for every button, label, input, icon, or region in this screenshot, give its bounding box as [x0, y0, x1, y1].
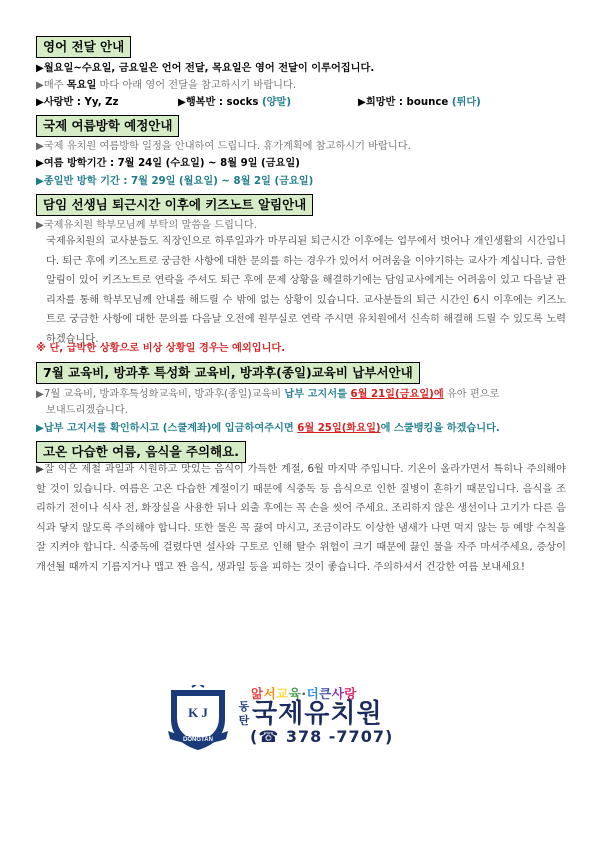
kidsnote-exception-note: ※ 단, 급박한 상황으로 비상 상황일 경우는 예외입니다. [36, 343, 286, 354]
ribbon-text: DONGTAN [183, 737, 213, 743]
kidsnote-intro-line: ▶국제유치원 학부모님께 부탁의 말씀을 드립니다. [36, 220, 257, 231]
section-header-english: 영어 전달 안내 [36, 36, 131, 58]
section-header-kidsnote: 담임 선생님 퇴근시간 이후에 키즈노트 알림안내 [36, 194, 313, 216]
kindergarten-name: 국제유치원 [252, 699, 383, 729]
class-hope-word: ▶희망반 : bounce (튀다) [358, 97, 481, 108]
motto-char: 육 [288, 686, 302, 701]
vacation-intro-line: ▶국제 유치원 여름방학 일정을 안내하여 드립니다. 휴가계획에 참고하시기 바랍니다. [36, 141, 411, 152]
motto-char: 사 [331, 686, 345, 701]
allday-vacation-line: ▶종일반 방학 기간 : 7월 29일 (월요일) ~ 8월 2일 (금요일) [36, 176, 314, 187]
motto-char: 교 [276, 686, 289, 701]
tuition-line-1: ▶7월 교육비, 방과후특성화교육비, 방과후(종일)교육비 납부 고지서를 6월 21일(금요일)에 유아 편으로 [36, 389, 500, 400]
english-note-line: ▶매주 목요일 마다 아래 영어 전달을 참고하시기 바랍니다. [36, 80, 297, 91]
kindergarten-logo [166, 685, 230, 753]
tuition-payment-line: ▶납부 고지서를 확인하시고 (스쿨계좌)에 입금하여주시면 6월 25일(화요일)에 스쿨뱅킹을 하겠습니다. [36, 423, 500, 434]
section-header-food-safety: 고온 다습한 여름, 음식을 주의해요. [36, 441, 246, 463]
tuition-line-2: 보내드리겠습니다. [46, 405, 128, 416]
motto-char: 랑 [344, 686, 357, 701]
motto-char: 앎 [251, 686, 264, 701]
vacation-period-line: ▶여름 방학기간 : 7월 24일 (수요일) ~ 8월 9일 (금요일) [36, 158, 300, 169]
kidsnote-paragraph: 국제유치원의 교사분들도 직장인으로 하루일과가 마무리된 퇴근시간 이후에는 업무에서 벗어나 개인생활의 시간입니다. 퇴근 후에 키즈노트로 궁금한 사항에 대한 문의를 하는 경우가 있어서 어려움을 이야기하는 교사가 계십니다. 급한 알림이 있어 키즈노트로 연락을 주셔도 퇴근 후에 문제 상황을 해결하기에는 담임교사에게는 어려움이 있고 다음날 관리자를 통해 학부모님께 안내를 해드릴 수 밖에 없는 상황이 있습니다. 교사분들의 퇴근 시간인 6시 이후에는 키즈노트로 궁금한 사항에 대한 문의를 다음날 오전에 원무실로 연락 주시면 유치원에서 신속히 해결해 드릴 수 있도록 노력하겠습니다. [46, 236, 566, 345]
section-header-tuition: 7월 교육비, 방과후 특성화 교육비, 방과후(종일)교육비 납부서안내 [36, 362, 420, 384]
motto-char: 더 [306, 686, 320, 701]
section-header-vacation: 국제 여름방학 예정안내 [36, 115, 179, 137]
dongtan-label: 동탄 [238, 700, 250, 727]
motto-char: · [301, 686, 307, 701]
motto-char: 큰 [319, 686, 332, 701]
motto-char: 서 [263, 686, 277, 701]
shield-letters: K J [188, 705, 208, 720]
class-happy-word: ▶행복반 : socks (양말) [178, 97, 292, 108]
food-safety-paragraph: ▶잘 익은 제철 과일과 시원하고 맛있는 음식이 가득한 계절, 6월 마지막 주입니다. 기온이 올라가면서 특히나 주의해야 할 것이 있습니다. 여름은 고온 다습한 계절이기 때문에 식중독 등 음식으로 인한 질병이 흔하기 때문입니다. 음식을 조리하기 전이나 식사 전, 화장실을 사용한 뒤나 외출 후에는 꼭 손을 씻어 주세요. 조리하지 않은 생선이나 고기가 다른 음식과 닿지 않도록 주의해야 합니다. 또한 물은 꼭 끓여 마시고, 조금이라도 이상한 냄새가 나면 먹지 않는 등 예방 수칙을 잘 지켜야 합니다. 식중독에 걸렸다면 설사와 구토로 인해 탈수 위험이 크기 때문에 끓인 물을 자주 마셔주세요, 증상이 개선될 때까지 기름지거나 맵고 짠 음식, 생과일 등을 피하는 것이 좋습니다. 주의하셔서 건강한 여름 보내세요! [36, 464, 566, 573]
phone-number: (☎ 378 -7707) [250, 727, 394, 746]
class-love-word: ▶사랑반 : Yy, Zz [36, 97, 119, 108]
english-schedule-line: ▶월요일~수요일, 금요일은 언어 전달, 목요일은 영어 전달이 이루어집니다. [36, 63, 375, 74]
